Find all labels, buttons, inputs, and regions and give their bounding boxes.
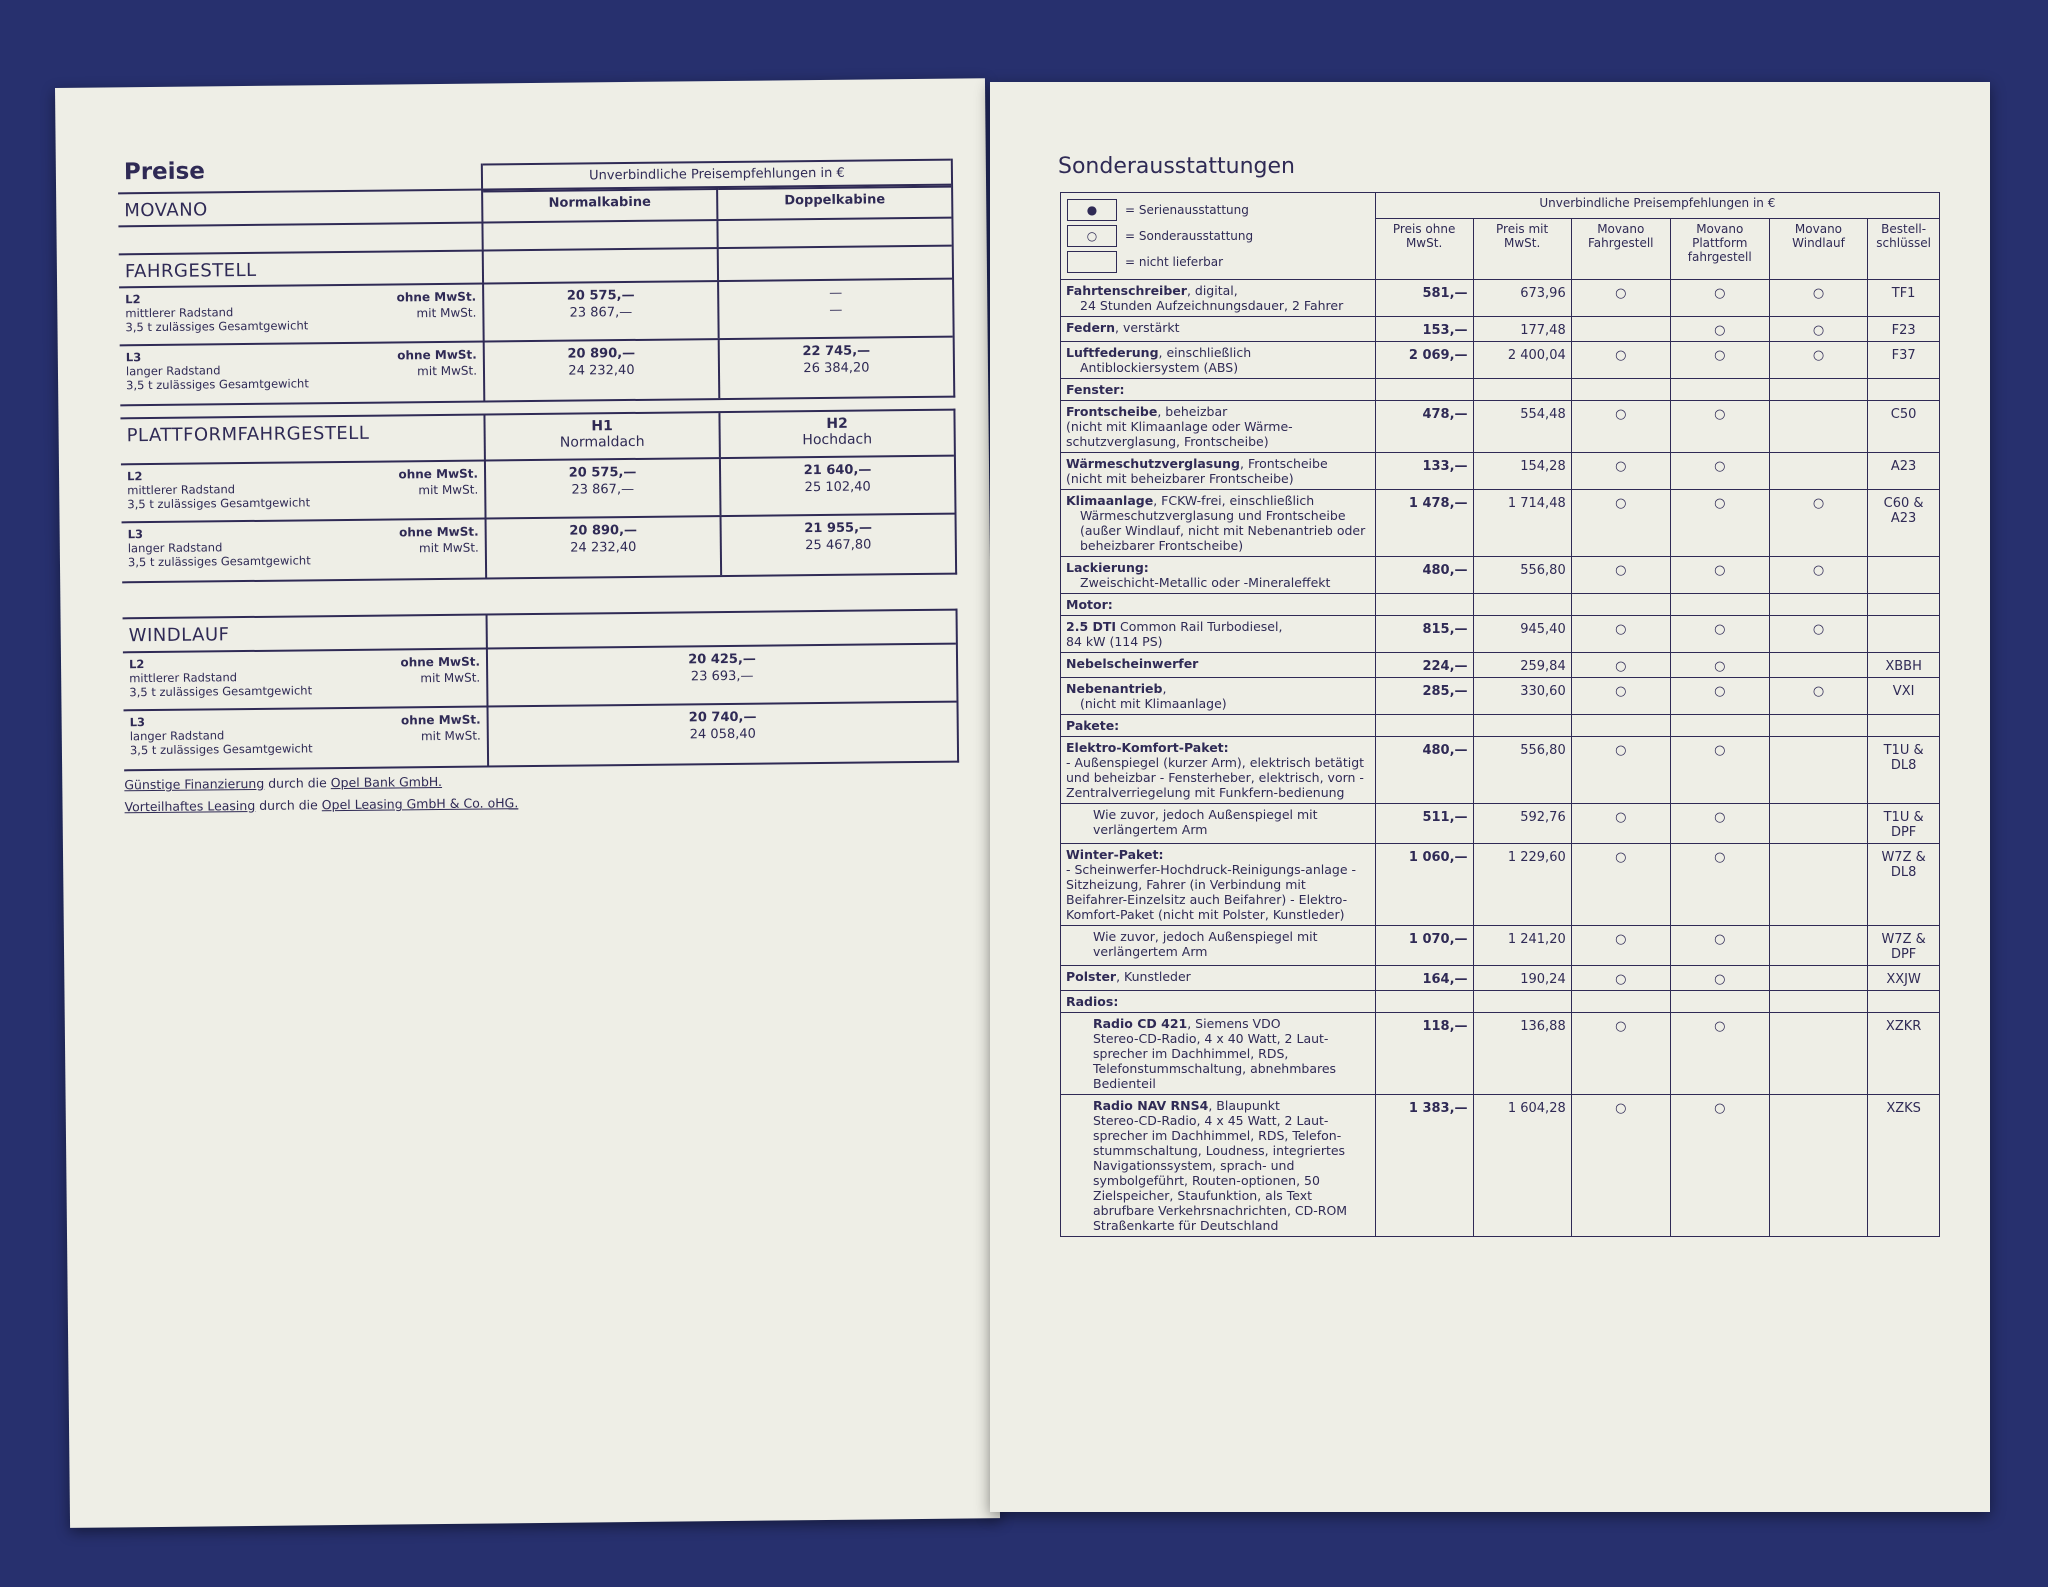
table-row [1061,844,1940,926]
windlauf-availability: ○ [1769,616,1868,653]
order-code: F37 [1868,342,1940,379]
price-gross: 673,96 [1473,280,1571,317]
fahrgestell-availability: ○ [1571,1095,1670,1237]
plattform-availability: ○ [1670,844,1769,926]
price-gross: 556,80 [1473,737,1571,804]
windlauf-availability: ○ [1769,280,1868,317]
windlauf-availability: ○ [1769,317,1868,342]
fahrgestell-table [118,159,955,407]
price-net: 153,— [1375,317,1473,342]
option-description: Radios: [1061,991,1376,1013]
fahrgestell-availability: ○ [1571,844,1670,926]
price-gross [1473,594,1571,616]
windlauf-table [123,609,960,772]
table-row [1061,616,1940,653]
order-code: W7Z & DPF [1868,926,1940,966]
fahrgestell-availability: ○ [1571,737,1670,804]
fahrgestell-availability [1571,715,1670,737]
option-description: Radio NAV RNS4, Blaupunkt Stereo-CD-Radio, 4 x 45 Watt, 2 Laut-sprecher im Dachhimmel, RDS, Telefon-stummschaltung, Loudness, integriertes Navigationssystem, sprach- und symbolgeführt, Routen-optionen, 50 Zielspeicher, Staufunktion, als Text abrufbare Verkehrsnachrichten, CD-ROM Straßenkarte für Deutschland [1061,1095,1376,1237]
table-row [1061,342,1940,379]
order-code [1868,715,1940,737]
table-row [1061,1095,1940,1237]
fahrgestell-availability: ○ [1571,453,1670,490]
table-row [1061,379,1940,401]
option-description: Federn, verstärkt [1061,317,1376,342]
price-gross: 330,60 [1473,678,1571,715]
fahrgestell-availability: ○ [1571,804,1670,844]
windlauf-availability: ○ [1769,342,1868,379]
price-net: 224,— [1375,653,1473,678]
col-preis-mit: Preis mit MwSt. [1473,219,1571,280]
table-row [1061,401,1940,453]
windlauf-availability: ○ [1769,557,1868,594]
fahrgestell-availability: ○ [1571,342,1670,379]
fahrgestell-availability [1571,379,1670,401]
option-description: Pakete: [1061,715,1376,737]
plattform-availability [1670,715,1769,737]
col-bestellschluessel: Bestell- schlüssel [1868,219,1940,280]
col-windlauf: Movano Windlauf [1769,219,1868,280]
order-code: XXJW [1868,966,1940,991]
price-gross [1473,991,1571,1013]
link-finanzierung[interactable]: Günstige Finanzierung [124,775,265,793]
option-description: Elektro-Komfort-Paket: - Außenspiegel (kurzer Arm), elektrisch betätigt und beheizbar - Fensterheber, elektrisch, vorn - Zentralverriegelung mit Funkfern-bedienung [1061,737,1376,804]
fahrgestell-availability [1571,317,1670,342]
price-gross: 1 604,28 [1473,1095,1571,1237]
table-row: L3 langer Radstand 3,5 t zulässiges Gesamtgewicht ohne MwSt. mit MwSt. 20 740,— 24 058,40 [124,703,958,770]
plattform-availability [1670,594,1769,616]
price-gross: 2 400,04 [1473,342,1571,379]
price-gross: 556,80 [1473,557,1571,594]
table-row: L3 langer Radstand 3,5 t zulässiges Gesamtgewicht ohne MwSt. mit MwSt. 20 890,— 24 232,40 21 955,— 25 467,80 [122,515,956,582]
footnote-finanzierung: Günstige Finanzierung durch die Opel Bank GmbH. [124,773,443,793]
price-gross: 177,48 [1473,317,1571,342]
empty-box-icon [1067,251,1117,273]
fahrgestell-availability: ○ [1571,1013,1670,1095]
price-net: 133,— [1375,453,1473,490]
price-gross: 190,24 [1473,966,1571,991]
price-net: 1 478,— [1375,490,1473,557]
fahrgestell-availability: ○ [1571,678,1670,715]
section-title-windlauf: WINDLAUF [123,615,488,651]
order-code: XBBH [1868,653,1940,678]
order-code [1868,594,1940,616]
option-description: Radio CD 421, Siemens VDO Stereo-CD-Radio, 4 x 40 Watt, 2 Laut-sprecher im Dachhimmel, RDS, Telefonstummschaltung, abnehmbares Bedienteil [1061,1013,1376,1095]
price-net [1375,594,1473,616]
price-gross: 259,84 [1473,653,1571,678]
price-gross: 154,28 [1473,453,1571,490]
option-description: Nebelscheinwerfer [1061,653,1376,678]
price-header: Unverbindliche Preisempfehlungen in € [483,159,951,189]
table-row [1061,594,1940,616]
legend: ● = Serienausstattung ○ = Sonderausstattung = nicht lieferbar [1061,193,1376,280]
fahrgestell-availability: ○ [1571,490,1670,557]
left-page [55,78,1000,1528]
plattform-availability: ○ [1670,401,1769,453]
windlauf-availability [1769,1095,1868,1237]
table-row [1061,317,1940,342]
option-description: Winter-Paket: - Scheinwerfer-Hochdruck-Reinigungs-anlage - Sitzheizung, Fahrer (in Verbindung mit Beifahrer-Einzelsitz auch Beifahrer) - Elektro-Komfort-Paket (nicht mit Polster, Kunstleder) [1061,844,1376,926]
option-description: Fenster: [1061,379,1376,401]
price-gross [1473,715,1571,737]
table-row [1061,280,1940,317]
price-net: 815,— [1375,616,1473,653]
sonder-icon: ○ [1067,225,1117,247]
windlauf-availability: ○ [1769,678,1868,715]
plattform-availability: ○ [1670,557,1769,594]
plattform-availability: ○ [1670,342,1769,379]
table-row [1061,804,1940,844]
option-description: Motor: [1061,594,1376,616]
movano-label: MOVANO [118,191,483,226]
order-code: T1U & DPF [1868,804,1940,844]
col-normalkabine: Normalkabine [483,188,718,221]
price-gross: 554,48 [1473,401,1571,453]
section-title-plattform: PLATTFORMFAHRGESTELL [120,416,485,464]
fahrgestell-availability: ○ [1571,280,1670,317]
windlauf-availability [1769,401,1868,453]
order-code [1868,991,1940,1013]
price-gross: 1 714,48 [1473,490,1571,557]
price-net: 511,— [1375,804,1473,844]
windlauf-availability [1769,379,1868,401]
table-row [1061,926,1940,966]
option-description: Fahrtenschreiber, digital, 24 Stunden Aufzeichnungsdauer, 2 Fahrer [1061,280,1376,317]
fahrgestell-availability: ○ [1571,966,1670,991]
price-net: 2 069,— [1375,342,1473,379]
price-gross: 592,76 [1473,804,1571,844]
col-fahrgestell: Movano Fahrgestell [1571,219,1670,280]
price-net: 1 383,— [1375,1095,1473,1237]
table-row [1061,737,1940,804]
order-code: T1U & DL8 [1868,737,1940,804]
col-plattform: Movano Plattform fahrgestell [1670,219,1769,280]
table-row [1061,678,1940,715]
order-code: A23 [1868,453,1940,490]
windlauf-availability [1769,594,1868,616]
option-description: Klimaanlage, FCKW-frei, einschließlich Wärmeschutzverglasung und Frontscheibe (außer Windlauf, nicht mit Nebenantrieb oder beheizbarer Frontscheibe) [1061,490,1376,557]
right-page [990,82,1990,1512]
serie-icon: ● [1067,199,1117,221]
option-description: Luftfederung, einschließlich Antiblockiersystem (ABS) [1061,342,1376,379]
option-description: Wie zuvor, jedoch Außenspiegel mit verlängertem Arm [1061,804,1376,844]
fahrgestell-availability: ○ [1571,557,1670,594]
price-gross: 945,40 [1473,616,1571,653]
fahrgestell-availability: ○ [1571,616,1670,653]
table-row: L2 mittlerer Radstand 3,5 t zulässiges Gesamtgewicht ohne MwSt. mit MwSt. 20 575,— 23 867,— 21 640,— 25 102,40 [121,457,955,524]
page-title: Preise [123,158,206,186]
order-code: C50 [1868,401,1940,453]
option-description: Wie zuvor, jedoch Außenspiegel mit verlängertem Arm [1061,926,1376,966]
col-preis-ohne: Preis ohne MwSt. [1375,219,1473,280]
link-leasing[interactable]: Vorteilhaftes Leasing [124,797,256,815]
fahrgestell-availability: ○ [1571,401,1670,453]
price-net: 1 070,— [1375,926,1473,966]
price-net [1375,379,1473,401]
option-description: 2.5 DTI Common Rail Turbodiesel, 84 kW (114 PS) [1061,616,1376,653]
plattform-availability: ○ [1670,1013,1769,1095]
table-row: L2 mittlerer Radstand 3,5 t zulässiges Gesamtgewicht ohne MwSt. mit MwSt. 20 425,— 23 693,— [123,645,957,712]
plattform-availability: ○ [1670,280,1769,317]
price-net: 478,— [1375,401,1473,453]
order-code: TF1 [1868,280,1940,317]
price-net [1375,715,1473,737]
windlauf-availability [1769,1013,1868,1095]
price-net [1375,991,1473,1013]
section-title-fahrgestell: FAHRGESTELL [119,252,484,287]
price-net: 581,— [1375,280,1473,317]
price-net: 1 060,— [1375,844,1473,926]
fahrgestell-availability [1571,991,1670,1013]
price-net: 164,— [1375,966,1473,991]
windlauf-availability [1769,966,1868,991]
table-row [1061,966,1940,991]
plattform-availability: ○ [1670,490,1769,557]
table-row [1061,1013,1940,1095]
plattform-availability: ○ [1670,1095,1769,1237]
table-row [1061,991,1940,1013]
plattform-availability [1670,379,1769,401]
plattform-availability: ○ [1670,653,1769,678]
table-row: L2 mittlerer Radstand 3,5 t zulässiges Gesamtgewicht ohne MwSt. mit MwSt. 20 575,— 23 867,— — — [119,280,953,347]
price-gross: 136,88 [1473,1013,1571,1095]
plattform-availability: ○ [1670,317,1769,342]
order-code [1868,379,1940,401]
order-code: VXI [1868,678,1940,715]
price-net: 480,— [1375,557,1473,594]
order-code [1868,616,1940,653]
option-description: Lackierung: Zweischicht-Metallic oder -Mineraleffekt [1061,557,1376,594]
table-row [1061,557,1940,594]
page-title: Sonderausstattungen [1058,154,1295,179]
windlauf-availability [1769,844,1868,926]
windlauf-availability [1769,991,1868,1013]
price-header: Unverbindliche Preisempfehlungen in € [1375,193,1939,219]
order-code [1868,557,1940,594]
table-row: L3 langer Radstand 3,5 t zulässiges Gesamtgewicht ohne MwSt. mit MwSt. 20 890,— 24 232,40 22 745,— 26 384,20 [120,338,954,405]
price-gross: 1 241,20 [1473,926,1571,966]
windlauf-availability: ○ [1769,490,1868,557]
fahrgestell-availability: ○ [1571,653,1670,678]
plattform-availability: ○ [1670,737,1769,804]
fahrgestell-availability [1571,594,1670,616]
windlauf-availability [1769,715,1868,737]
windlauf-availability [1769,926,1868,966]
order-code: F23 [1868,317,1940,342]
option-description: Wärmeschutzverglasung, Frontscheibe (nicht mit beheizbarer Frontscheibe) [1061,453,1376,490]
link-opel-bank[interactable]: Opel Bank GmbH. [330,773,443,791]
plattform-availability [1670,991,1769,1013]
plattform-availability: ○ [1670,453,1769,490]
price-net: 285,— [1375,678,1473,715]
windlauf-availability [1769,737,1868,804]
plattform-availability: ○ [1670,678,1769,715]
plattform-availability: ○ [1670,616,1769,653]
price-gross [1473,379,1571,401]
windlauf-availability [1769,653,1868,678]
table-row [1061,715,1940,737]
plattform-availability: ○ [1670,804,1769,844]
price-gross: 1 229,60 [1473,844,1571,926]
option-description: Frontscheibe, beheizbar (nicht mit Klimaanlage oder Wärme-schutzverglasung, Frontscheibe) [1061,401,1376,453]
order-code: XZKS [1868,1095,1940,1237]
windlauf-availability [1769,453,1868,490]
table-row [1061,453,1940,490]
price-net: 480,— [1375,737,1473,804]
option-description: Nebenantrieb, (nicht mit Klimaanlage) [1061,678,1376,715]
table-row [1061,490,1940,557]
table-row [1061,653,1940,678]
order-code: W7Z & DL8 [1868,844,1940,926]
price-net: 118,— [1375,1013,1473,1095]
plattform-availability: ○ [1670,966,1769,991]
order-code: XZKR [1868,1013,1940,1095]
fahrgestell-availability: ○ [1571,926,1670,966]
plattform-availability: ○ [1670,926,1769,966]
sonderausstattung-table [1060,192,1940,1237]
link-opel-leasing[interactable]: Opel Leasing GmbH & Co. oHG. [321,795,519,813]
plattform-table: PLATTFORMFAHRGESTELL H1 Normaldach H2 Hochdach L2 mittlerer Radstand 3,5 t zulässiges Gesamtgewicht ohne MwSt. mit MwSt. 20 575,— 23 867,— 21 640,— 25 102,40 L3 langer Radstand 3,5 t zulässiges Gesamtgewicht ohne MwSt. mit MwSt. 20 890,— 24 232,40 21 955,— 25 467,80 [120,409,957,584]
windlauf-availability [1769,804,1868,844]
footnote-leasing: Vorteilhaftes Leasing durch die Opel Leasing GmbH & Co. oHG. [124,795,519,815]
col-doppelkabine: Doppelkabine [718,186,951,219]
order-code: C60 & A23 [1868,490,1940,557]
option-description: Polster, Kunstleder [1061,966,1376,991]
